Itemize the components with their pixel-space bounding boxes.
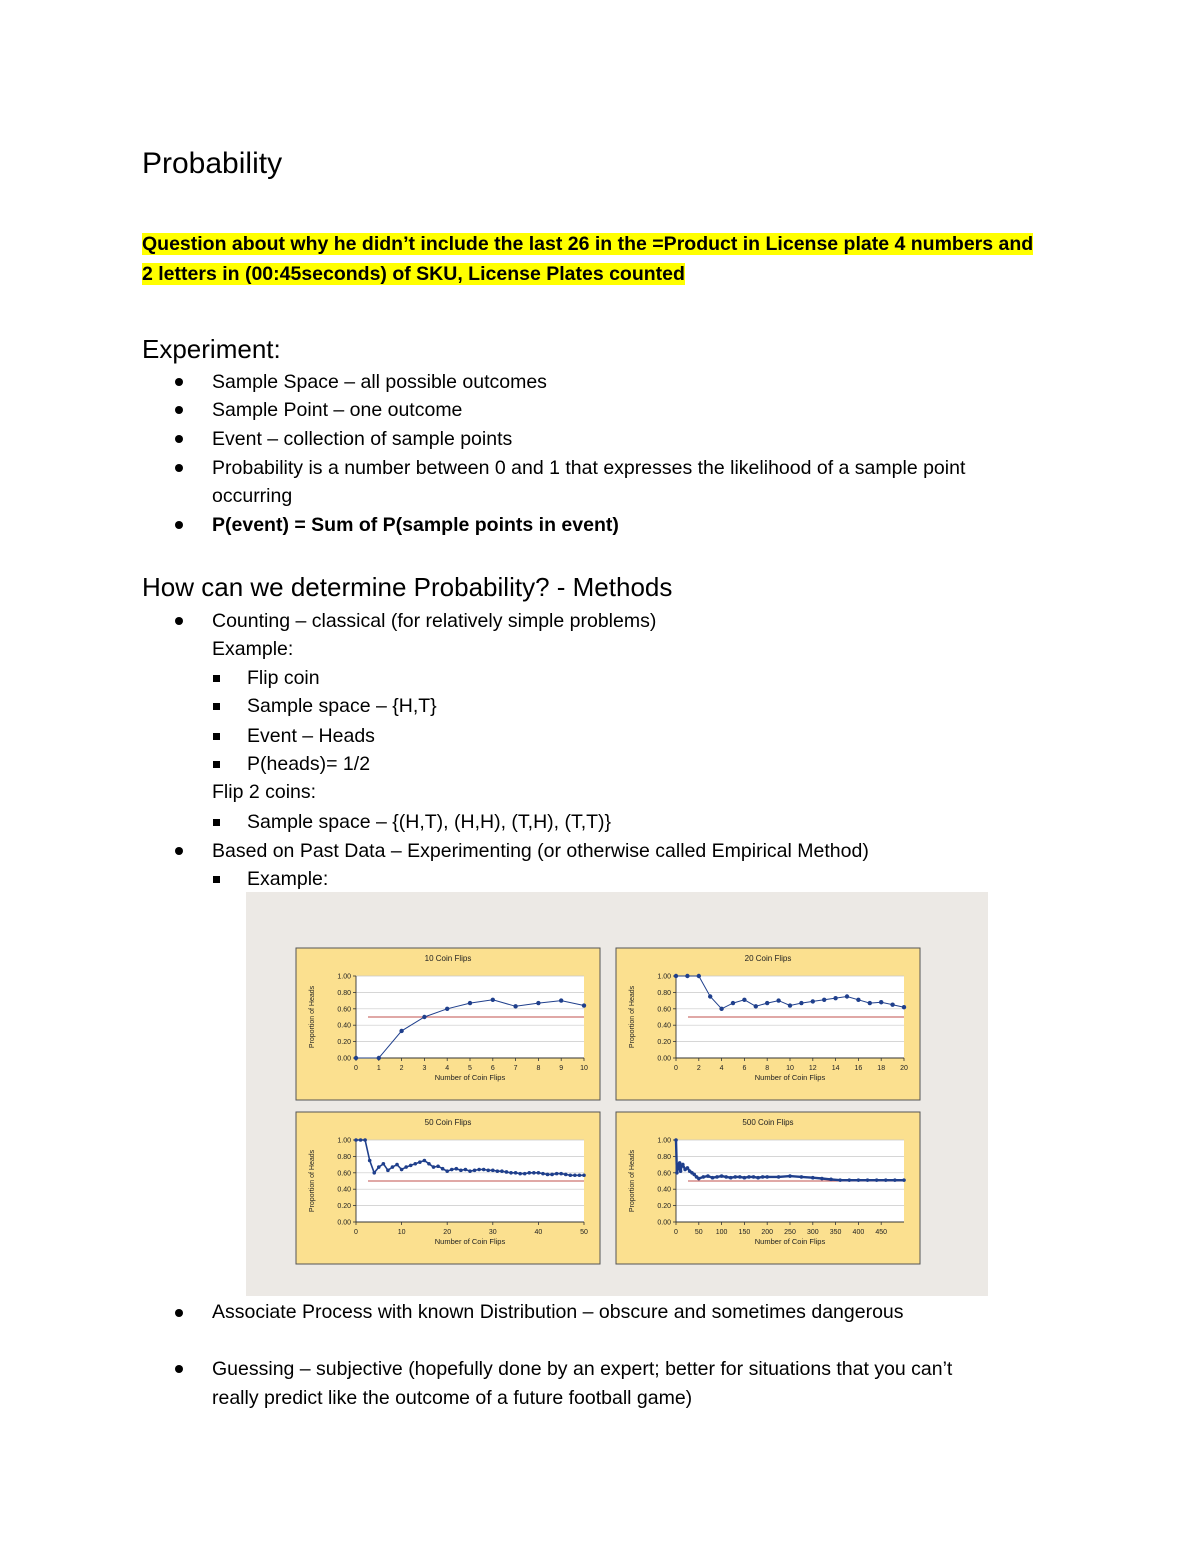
chart-title: 20 Coin Flips — [744, 954, 792, 963]
x-axis-label: Number of Coin Flips — [754, 1073, 826, 1082]
square-bullet-icon — [213, 675, 220, 682]
y-tick-label: 0.80 — [337, 1153, 351, 1161]
data-point — [708, 994, 712, 998]
data-point — [377, 1056, 381, 1060]
data-point — [455, 1167, 459, 1171]
x-tick-label: 50 — [580, 1229, 588, 1236]
flip-two-label: Flip 2 coins: — [212, 781, 317, 803]
chart-title: 10 Coin Flips — [424, 954, 472, 963]
square-bullet-icon — [213, 876, 220, 883]
x-tick-label: 6 — [742, 1065, 747, 1072]
data-point — [514, 1171, 518, 1175]
x-tick-label: 8 — [765, 1065, 770, 1072]
data-point — [838, 1178, 842, 1182]
data-point — [400, 1168, 404, 1172]
data-point — [491, 998, 495, 1002]
x-tick-label: 100 — [715, 1229, 728, 1236]
data-point — [868, 1001, 872, 1005]
y-tick-label: 1.00 — [657, 1137, 671, 1145]
bullet-icon — [175, 435, 183, 443]
y-tick-label: 1.00 — [337, 1137, 351, 1145]
data-point — [473, 1169, 477, 1173]
list-item: Sample space – {(H,T), (H,H), (T,H), (T,T)} — [247, 811, 612, 833]
data-point — [811, 1176, 815, 1180]
y-axis-label: Proportion of Heads — [309, 985, 316, 1049]
list-item: Associate Process with known Distribution – obscure and sometimes dangerous — [212, 1301, 904, 1323]
x-tick-label: 30 — [488, 1229, 497, 1236]
square-bullet-icon — [213, 733, 220, 740]
data-point — [845, 994, 849, 998]
list-item: P(heads)= 1/2 — [247, 753, 371, 775]
y-tick-label: 0.20 — [657, 1039, 671, 1047]
x-tick-label: 8 — [536, 1065, 541, 1072]
y-tick-label: 0.40 — [657, 1186, 671, 1194]
x-tick-label: 3 — [422, 1065, 427, 1072]
data-point — [765, 1175, 769, 1179]
data-point — [409, 1164, 413, 1168]
data-point — [459, 1169, 463, 1173]
data-point — [884, 1178, 888, 1182]
data-point — [754, 1004, 758, 1008]
data-point — [829, 1178, 833, 1182]
coin-flip-charts — [246, 892, 988, 1296]
data-point — [536, 1001, 540, 1005]
experiment-heading: Experiment: — [142, 334, 281, 364]
data-point — [441, 1167, 445, 1171]
data-point — [857, 1178, 861, 1182]
data-point — [743, 1176, 747, 1180]
data-point — [477, 1168, 481, 1172]
data-point — [445, 1169, 449, 1173]
data-point — [541, 1172, 545, 1176]
list-item: Counting – classical (for relatively simple problems) — [212, 610, 657, 632]
y-tick-label: 0.60 — [657, 1006, 671, 1014]
data-point — [509, 1171, 513, 1175]
y-tick-label: 0.40 — [337, 1186, 351, 1194]
list-item: Example: — [247, 868, 329, 890]
data-point — [678, 1161, 682, 1165]
data-point — [866, 1178, 870, 1182]
x-tick-label: 40 — [534, 1229, 543, 1236]
x-tick-label: 7 — [513, 1065, 518, 1072]
data-point — [436, 1164, 440, 1168]
x-tick-label: 200 — [761, 1229, 774, 1236]
x-tick-label: 6 — [490, 1065, 495, 1072]
data-point — [422, 1015, 426, 1019]
data-point — [674, 1138, 678, 1142]
x-tick-label: 9 — [559, 1065, 564, 1072]
highlighted-question-note — [142, 229, 1072, 289]
data-point — [354, 1056, 358, 1060]
data-point — [681, 1163, 685, 1167]
x-tick-label: 0 — [354, 1065, 358, 1072]
data-point — [833, 996, 837, 1000]
y-axis-label: Proportion of Heads — [629, 1149, 636, 1213]
data-point — [697, 974, 701, 978]
data-point — [800, 1175, 804, 1179]
data-point — [697, 1177, 701, 1181]
data-point — [427, 1162, 431, 1166]
data-point — [679, 1169, 683, 1173]
x-tick-label: 400 — [852, 1229, 865, 1236]
data-point — [564, 1173, 568, 1177]
data-point — [879, 1000, 883, 1004]
y-tick-label: 1.00 — [657, 973, 671, 981]
data-point — [486, 1169, 490, 1173]
data-point — [527, 1171, 531, 1175]
x-tick-label: 4 — [445, 1065, 450, 1072]
y-tick-label: 0.20 — [657, 1203, 671, 1211]
data-point — [902, 1178, 906, 1182]
list-item: Event – Heads — [247, 725, 375, 747]
x-tick-label: 450 — [875, 1229, 888, 1236]
data-point — [765, 1001, 769, 1005]
y-tick-label: 0.00 — [337, 1219, 351, 1227]
data-point — [674, 974, 678, 978]
highlight-line-1: Question about why he didn’t include the last 26 in the =Product in License plate 4 numbers and — [142, 233, 1034, 255]
y-tick-label: 0.00 — [657, 1055, 671, 1063]
data-point — [559, 1172, 563, 1176]
chart-title: 50 Coin Flips — [424, 1118, 472, 1127]
data-point — [482, 1168, 486, 1172]
data-point — [523, 1172, 527, 1176]
data-point — [715, 1175, 719, 1179]
data-point — [496, 1169, 500, 1173]
data-point — [756, 1176, 760, 1180]
x-tick-label: 0 — [674, 1229, 678, 1236]
x-tick-label: 350 — [829, 1229, 842, 1236]
data-point — [875, 1178, 879, 1182]
list-item: Flip coin — [247, 667, 320, 689]
list-item-continuation: really predict like the outcome of a future football game) — [212, 1387, 693, 1409]
data-point — [582, 1173, 586, 1177]
data-point — [500, 1169, 504, 1173]
data-point — [788, 1174, 792, 1178]
x-tick-label: 2 — [399, 1065, 404, 1072]
data-point — [747, 1175, 751, 1179]
data-point — [856, 998, 860, 1002]
data-point — [733, 1175, 737, 1179]
list-item-continuation: occurring — [212, 485, 293, 507]
x-axis-label: Number of Coin Flips — [434, 1073, 506, 1082]
chart-title: 500 Coin Flips — [742, 1118, 794, 1127]
data-point — [890, 1003, 894, 1007]
data-point — [820, 1177, 824, 1181]
data-point — [719, 1007, 723, 1011]
data-point — [811, 999, 815, 1003]
methods-heading: How can we determine Probability? - Methods — [142, 572, 673, 602]
data-point — [368, 1159, 372, 1163]
list-item: Probability is a number between 0 and 1 that expresses the likelihood of a sample point — [212, 457, 966, 479]
list-item: Based on Past Data – Experimenting (or otherwise called Empirical Method) — [212, 840, 869, 862]
x-tick-label: 250 — [784, 1229, 796, 1236]
list-item: Sample space – {H,T} — [247, 695, 437, 717]
y-tick-label: 0.60 — [337, 1170, 351, 1178]
data-point — [731, 1001, 735, 1005]
x-tick-label: 2 — [696, 1065, 701, 1072]
list-item: Sample Point – one outcome — [212, 399, 463, 421]
y-tick-label: 0.60 — [337, 1006, 351, 1014]
square-bullet-icon — [213, 761, 220, 768]
x-tick-label: 4 — [719, 1065, 724, 1072]
data-point — [799, 1001, 803, 1005]
list-item: Guessing – subjective (hopefully done by an expert; better for situations that you can’t — [212, 1358, 953, 1380]
x-tick-label: 300 — [806, 1229, 819, 1236]
data-point — [729, 1176, 733, 1180]
x-tick-label: 20 — [443, 1229, 452, 1236]
example-label: Example: — [212, 638, 294, 660]
data-point — [359, 1138, 363, 1142]
y-tick-label: 0.20 — [337, 1039, 351, 1047]
data-point — [685, 974, 689, 978]
data-point — [738, 1175, 742, 1179]
data-point — [464, 1168, 468, 1172]
data-point — [445, 1007, 449, 1011]
chart-panel-1 — [296, 948, 600, 1100]
list-item: Event – collection of sample points — [212, 428, 513, 450]
x-tick-label: 20 — [900, 1065, 908, 1072]
x-tick-label: 14 — [831, 1065, 840, 1072]
data-point — [532, 1171, 536, 1175]
chart-panel-4 — [616, 1112, 920, 1264]
page-title: Probability — [142, 147, 283, 180]
list-item: P(event) = Sum of P(sample points in event) — [212, 514, 619, 536]
data-point — [686, 1166, 690, 1170]
data-point — [468, 1169, 472, 1173]
data-point — [720, 1174, 724, 1178]
data-point — [450, 1168, 454, 1172]
data-point — [372, 1171, 376, 1175]
data-point — [377, 1165, 381, 1169]
bullet-icon — [175, 464, 183, 472]
x-tick-label: 12 — [808, 1065, 817, 1072]
bullet-icon — [175, 521, 183, 529]
y-tick-label: 0.80 — [337, 989, 351, 997]
data-point — [432, 1165, 436, 1169]
data-point — [752, 1175, 756, 1179]
chart-panel-2 — [616, 948, 920, 1100]
data-point — [847, 1178, 851, 1182]
x-tick-label: 0 — [674, 1065, 678, 1072]
square-bullet-icon — [213, 703, 220, 710]
x-tick-label: 150 — [738, 1229, 751, 1236]
data-point — [582, 1003, 586, 1007]
data-point — [537, 1171, 541, 1175]
data-point — [711, 1176, 715, 1180]
x-axis-label: Number of Coin Flips — [754, 1237, 826, 1246]
square-bullet-icon — [213, 819, 220, 826]
coin-flip-figure — [246, 892, 988, 1296]
x-tick-label: 10 — [580, 1065, 588, 1072]
bullet-icon — [175, 406, 183, 414]
data-point — [363, 1138, 367, 1142]
x-axis-label: Number of Coin Flips — [434, 1237, 506, 1246]
chart-panel-3 — [296, 1112, 600, 1264]
data-point — [468, 1001, 472, 1005]
y-tick-label: 0.80 — [657, 989, 671, 997]
y-tick-label: 0.40 — [657, 1022, 671, 1030]
y-tick-label: 0.60 — [657, 1170, 671, 1178]
bullet-icon — [175, 847, 183, 855]
data-point — [386, 1169, 390, 1173]
data-point — [724, 1175, 728, 1179]
data-point — [413, 1162, 417, 1166]
data-point — [777, 1175, 781, 1179]
data-point — [513, 1004, 517, 1008]
data-point — [423, 1159, 427, 1163]
y-tick-label: 1.00 — [337, 973, 351, 981]
data-point — [559, 998, 563, 1002]
data-point — [761, 1175, 765, 1179]
data-point — [395, 1163, 399, 1167]
data-point — [706, 1174, 710, 1178]
data-point — [742, 998, 746, 1002]
x-tick-label: 16 — [854, 1065, 863, 1072]
data-point — [822, 998, 826, 1002]
y-tick-label: 0.80 — [657, 1153, 671, 1161]
y-tick-label: 0.00 — [657, 1219, 671, 1227]
data-point — [569, 1173, 573, 1177]
x-tick-label: 1 — [376, 1065, 381, 1072]
data-point — [354, 1138, 358, 1142]
data-point — [399, 1029, 403, 1033]
x-tick-label: 18 — [877, 1065, 886, 1072]
x-tick-label: 5 — [468, 1065, 472, 1072]
y-tick-label: 0.20 — [337, 1203, 351, 1211]
data-point — [776, 998, 780, 1002]
data-point — [518, 1172, 522, 1176]
data-point — [546, 1173, 550, 1177]
data-point — [555, 1172, 559, 1176]
y-tick-label: 0.00 — [337, 1055, 351, 1063]
y-tick-label: 0.40 — [337, 1022, 351, 1030]
bullet-icon — [175, 617, 183, 625]
data-point — [505, 1170, 509, 1174]
data-point — [675, 1171, 679, 1175]
y-axis-label: Proportion of Heads — [629, 985, 636, 1049]
x-tick-label: 10 — [397, 1229, 406, 1236]
data-point — [382, 1162, 386, 1166]
bullet-icon — [175, 1309, 183, 1317]
data-point — [573, 1173, 577, 1177]
data-point — [902, 1005, 906, 1009]
x-tick-label: 0 — [354, 1229, 358, 1236]
data-point — [702, 1175, 706, 1179]
x-tick-label: 50 — [694, 1229, 703, 1236]
list-item: Sample Space – all possible outcomes — [212, 371, 547, 393]
data-point — [391, 1165, 395, 1169]
data-point — [893, 1178, 897, 1182]
data-point — [404, 1165, 408, 1169]
highlight-line-2: 2 letters in (00:45seconds) of SKU, License Plates counted — [142, 263, 685, 285]
x-tick-label: 10 — [786, 1065, 794, 1072]
bullet-icon — [175, 378, 183, 386]
bullet-icon — [175, 1365, 183, 1373]
data-point — [578, 1173, 582, 1177]
data-point — [788, 1003, 792, 1007]
data-point — [418, 1160, 422, 1164]
y-axis-label: Proportion of Heads — [309, 1149, 316, 1213]
data-point — [491, 1169, 495, 1173]
data-point — [550, 1173, 554, 1177]
